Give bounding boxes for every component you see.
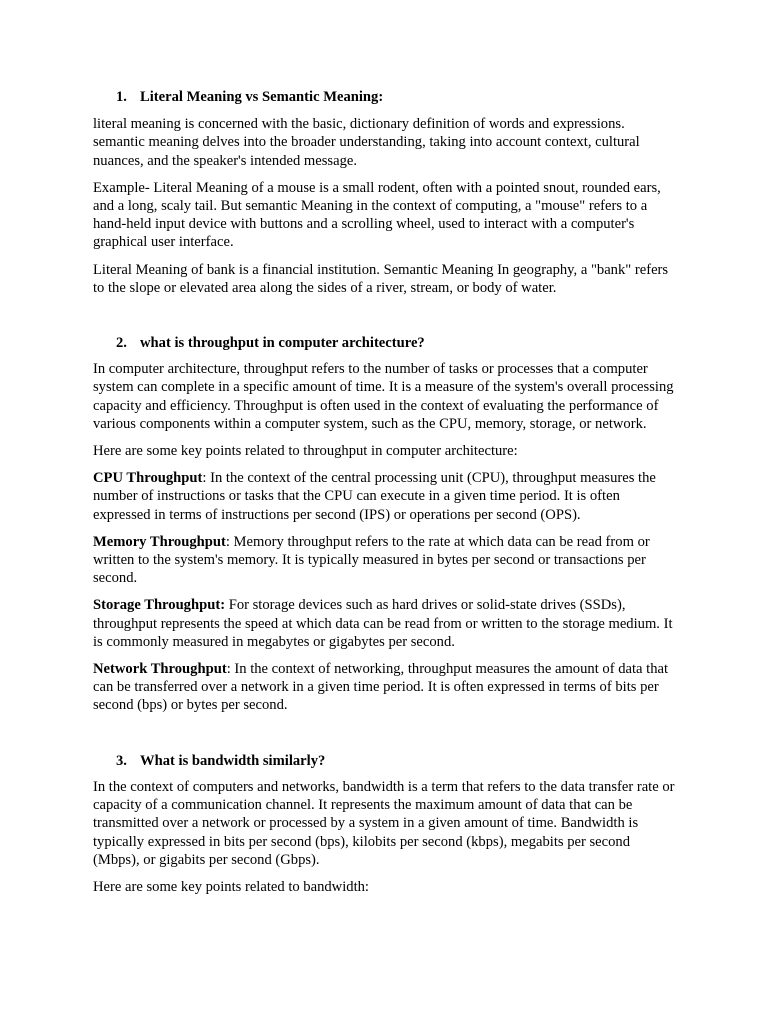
section-heading-1 bbox=[93, 88, 676, 106]
key-point-storage bbox=[93, 596, 676, 651]
paragraph: In computer architecture, throughput refers to the number of tasks or processes that a computer system can complete in a specific amount of time. It is a measure of the system's overall processing capacity and efficiency. Throughput is often used in the context of evaluating the performance of various components within a computer system, such as the CPU, memory, storage, or network. bbox=[93, 361, 674, 432]
paragraph: In the context of computers and networks, bandwidth is a term that refers to the data transfer rate or capacity of a communication channel. It represents the maximum amount of data that can be transmitted over a network or processed by a system in a given amount of time. Bandwidth is typically expressed in bits per second (bps), kilobits per second (kbps), megabits per second (Mbps), or gigabits per second (Gbps). bbox=[93, 778, 675, 868]
paragraph: Here are some key points related to bandwidth: bbox=[93, 878, 369, 895]
key-point-cpu bbox=[93, 469, 676, 524]
key-point-text: : In the context of networking, throughput measures the amount of data that can be transferred over a network in a given time period. It is often expressed in terms of bits per second (bps) or bytes per second. bbox=[93, 661, 669, 714]
key-point-text: : In the context of the central processing unit (CPU), throughput measures the number of instructions or tasks that the CPU can execute in a given time period. It is often expressed in terms of instructions per second (IPS) or operations per second (OPS). bbox=[93, 470, 656, 523]
section-title: what is throughput in computer architecture? bbox=[140, 335, 425, 352]
section-heading-3 bbox=[93, 752, 676, 770]
section-heading-2 bbox=[93, 334, 676, 352]
key-point-term: Memory Throughput bbox=[93, 533, 226, 550]
section-title: What is bandwidth similarly? bbox=[140, 752, 326, 769]
section-number: 2. bbox=[116, 335, 127, 352]
key-point-memory bbox=[93, 533, 676, 588]
key-point-text: : Memory throughput refers to the rate at which data can be read from or written to the system's memory. It is typically measured in bytes per second or transactions per second. bbox=[93, 533, 650, 587]
key-point-term: Storage Throughput: bbox=[93, 597, 226, 614]
paragraph: Example- Literal Meaning of a mouse is a small rodent, often with a pointed snout, rounded ears, and a long, scaly tail. But semantic Meaning in the context of computing, a "mouse" refers to a hand-held input device with buttons and a scrolling wheel, used to interact with a computer's graphical user interface. bbox=[93, 179, 661, 251]
paragraph: Here are some key points related to throughput in computer architecture: bbox=[93, 443, 518, 460]
key-point-network bbox=[93, 660, 676, 715]
key-point-term: CPU Throughput bbox=[93, 470, 203, 487]
key-point-term: Network Throughput bbox=[93, 661, 227, 678]
paragraph: literal meaning is concerned with the basic, dictionary definition of words and expressions. semantic meaning delves into the broader understanding, taking into account context, cultural nuances, and the speaker's intended message. bbox=[93, 116, 640, 169]
paragraph: Literal Meaning of bank is a financial institution. Semantic Meaning In geography, a "bank" refers to the slope or elevated area along the sides of a river, stream, or body of water. bbox=[93, 261, 669, 296]
section-title: Literal Meaning vs Semantic Meaning: bbox=[140, 89, 384, 105]
section-number: 1. bbox=[116, 89, 127, 105]
section-number: 3. bbox=[116, 752, 127, 769]
key-point-text: For storage devices such as hard drives or solid-state drives (SSDs), throughput represents the speed at which data can be read from or written to the storage medium. It is commonly measured in megabytes or gigabytes per second. bbox=[93, 597, 673, 650]
